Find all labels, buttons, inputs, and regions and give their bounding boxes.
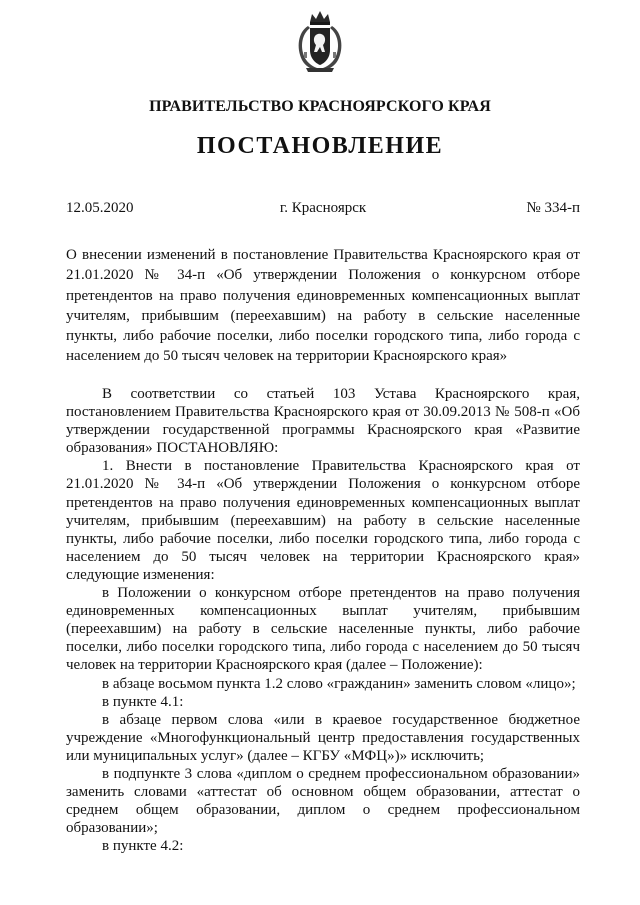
document-meta — [66, 200, 580, 220]
body-paragraph: в пункте 4.1: — [102, 693, 184, 710]
body-paragraph: В соответствии со статьей 103 Устава Красноярского края, постановлением Правительства Красноярского края от 30.09.2013 № 508-п «Об утверждении государственной программы Красноярского края «Развитие образования» ПОСТАНОВЛЯЮ: — [66, 386, 580, 457]
document-title: ПОСТАНОВЛЕНИЕ — [196, 133, 444, 159]
body-paragraph: в подпункте 3 слова «диплом о среднем профессиональном образовании» заменить словами «аттестат об основном общем образовании, аттестат о среднем общем образовании, диплом о среднем профессиональном образовании»; — [66, 765, 580, 837]
body-paragraph: 1. Внести в постановление Правительства Красноярского края от 21.01.2020 № 34-п «Об утверждении Положения о конкурсном отборе претендентов на право получения единовременных компенсационных выплат учителям, прибывшим (переехавшим) на работу в сельские населенные пункты, либо рабочие поселки, либо поселки городского типа, либо города с населением до 50 тысяч человек на территории Красноярского края» следующие изменения: — [66, 458, 580, 583]
document-body — [66, 385, 580, 855]
coat-of-arms-emblem — [296, 8, 344, 74]
body-paragraph: в пункте 4.2: — [102, 838, 184, 855]
document-subject: О внесении изменений в постановление Правительства Красноярского края от 21.01.2020 № 34-п «Об утверждении Положения о конкурсном отборе претендентов на право получения единовременных компенсационных выплат учителям, прибывшим (переехавшим) на работу в сельские населенные пункты, либо рабочие поселки, либо поселки городского типа, либо города с населением до 50 тысяч человек на территории Красноярского края» — [66, 247, 580, 365]
document-number: № 334-п — [526, 200, 580, 216]
body-paragraph: в абзаце первом слова «или в краевое государственное бюджетное учреждение «Многофункциональный центр предоставления государственных или муниципальных услуг» (далее – КГБУ «МФЦ»)» исключить; — [66, 711, 580, 764]
document-city: г. Красноярск — [279, 200, 367, 216]
document-date: 12.05.2020 — [66, 200, 134, 216]
body-paragraph: в абзаце восьмом пункта 1.2 слово «гражданин» заменить словом «лицо»; — [102, 675, 576, 692]
body-paragraph: в Положении о конкурсном отборе претендентов на право получения единовременных компенсационных выплат учителям, прибывшим (переехавшим) на работу в сельские населенные пункты, либо рабочие поселки, либо поселки городского типа, либо города с населением до 50 тысяч человек на территории Красноярского края (далее – Положение): — [66, 585, 580, 674]
government-name: ПРАВИТЕЛЬСТВО КРАСНОЯРСКОГО КРАЯ — [149, 98, 491, 115]
